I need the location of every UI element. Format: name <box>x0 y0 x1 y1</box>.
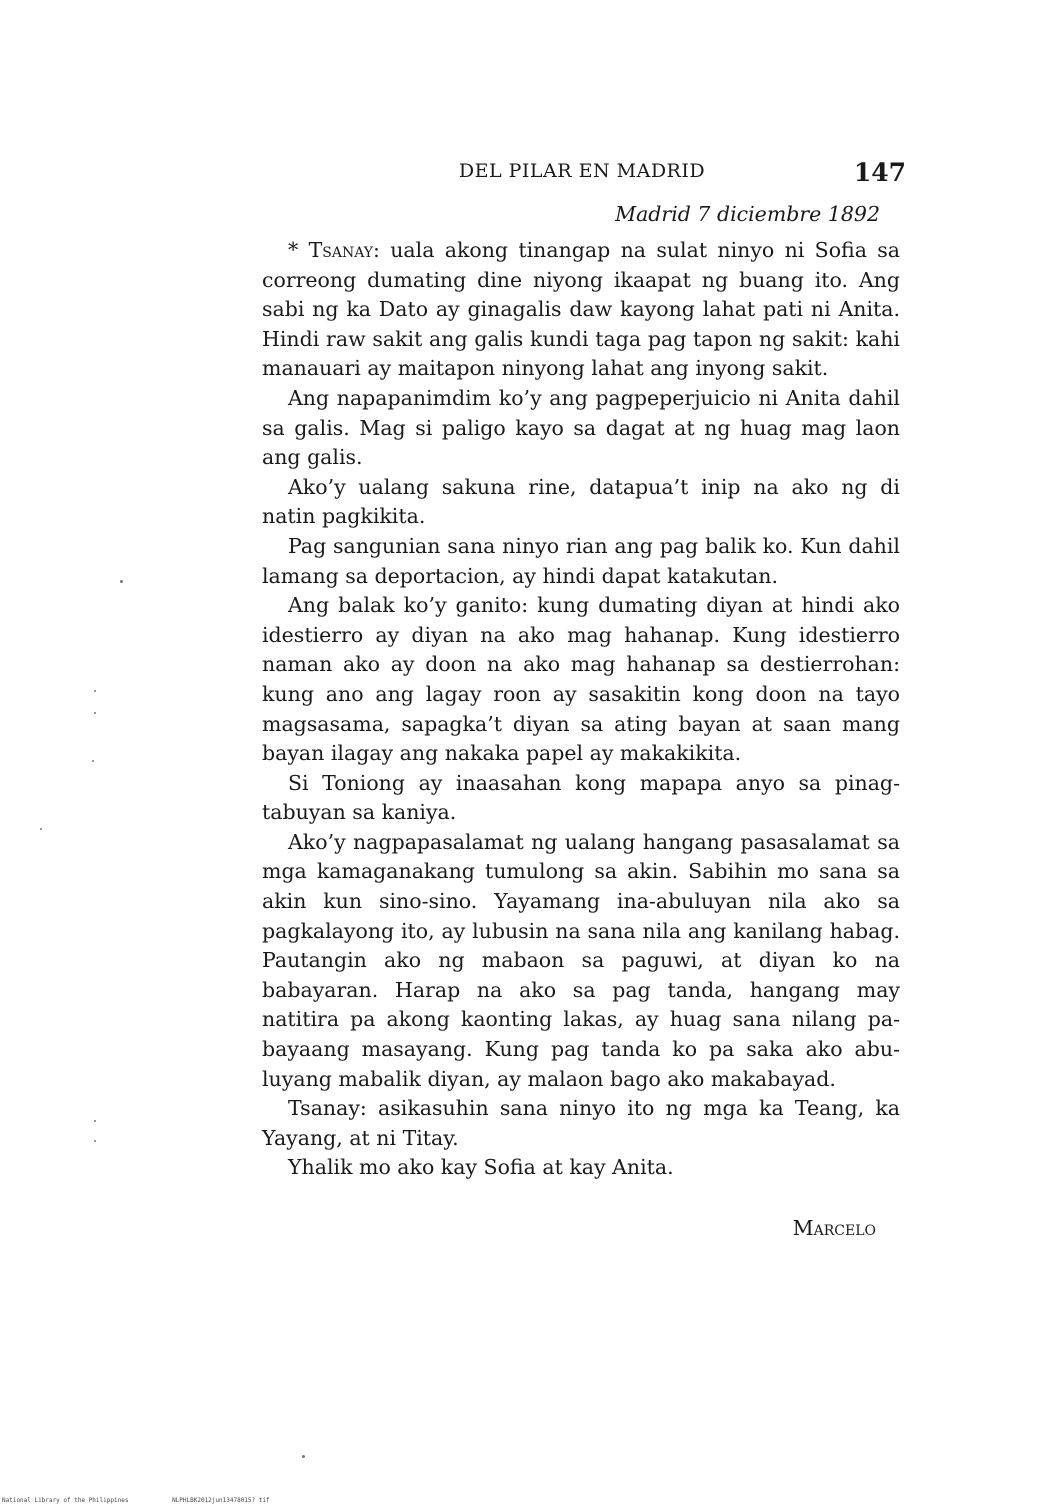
paragraph-6: Si Toniong ay inaasahan kong mapapa anyo sa pinagtabuyan sa kaniya. <box>262 770 900 825</box>
paragraph-8: Tsanay: asikasuhin sana ninyo ito ng mga ka Teang, ka Yayang, at ni Titay. <box>262 1096 900 1150</box>
salutation: Tsanay <box>308 238 373 262</box>
letter-dateline: Madrid 7 diciembre 1892 <box>615 202 880 226</box>
scan-speck <box>120 580 123 583</box>
scan-speck <box>94 690 96 692</box>
paragraph-9: Yhalik mo ako kay Sofia at kay Anita. <box>288 1155 674 1180</box>
paragraph-3: Ako’y ualang sakuna rine, datapua’t inip na ako ng di natin pagkikita. <box>262 474 900 529</box>
running-title: DEL PILAR EN MADRID <box>458 160 706 182</box>
library-credit: National Library of the Philippines <box>2 1497 129 1504</box>
scan-speck <box>94 712 96 714</box>
scan-identifier: NLPHLBK2012jun13478015? tif <box>172 1497 270 1504</box>
scan-speck <box>40 828 42 830</box>
scan-speck <box>302 1455 305 1458</box>
scan-speck <box>94 1140 96 1142</box>
paragraph-7: Ako’y nagpapasalamat ng ualang hangang pasasalamat sa mga kamaganakang tumulong sa akin. Sabihin mo sana sa akin kun sino-sino. Yayamang ina-abuluyan nila ako sa pagkalayong ito, ay lubusin na sana nila ang kanilang habag. Pautangin ako ng mabaon sa paguwi, at diyan ko na babayaran. Harap na ako sa pag tanda, hangang may natitira pa akong kaonting lakas, ay huag sana nilang pabayaang masayang. Kung pag tanda ko pa saka ako abuluyang mabalik diyan, ay malaon bago ako makabayad. <box>262 829 900 1091</box>
page-number: 147 <box>853 158 906 187</box>
paragraph-1 <box>262 236 900 384</box>
scan-footer <box>2 1497 310 1504</box>
footnote-asterisk: * <box>288 238 309 262</box>
scan-speck <box>92 760 94 762</box>
paragraph-2: Ang napapanimdim ko’y ang pagpeperjuicio ni Anita dahil sa galis. Mag si paligo kayo sa dagat at ng huag mag laon ang galis. <box>262 385 900 470</box>
paragraph-1-text: : uala akong tinangap na sulat ninyo ni Sofia sa correong dumating dine niyong ikaapat ng buang ito. Ang sabi ng ka Dato ay ginagalis daw kayong lahat pati ni Anita. Hindi raw sakit ang galis kundi taga pag tapon ng sakit: kahi manauari ay maitapon ninyong lahat ang inyong sakit. <box>262 238 900 381</box>
paragraph-5: Ang balak ko’y ganito: kung dumating diyan at hindi ako idestierro ay diyan na ako mag hahanap. Kung idestierro naman ako ay doon na ako mag hahanap sa destierrohan: kung ano ang lagay roon ay sasakitin kong doon na tayo magsasama, sapagka’t diyan sa ating bayan at saan mang bayan ilagay ang nakaka papel ay makakikita. <box>262 593 900 766</box>
signature: Marcelo <box>792 1216 876 1240</box>
letter-body <box>262 236 900 1183</box>
scan-speck <box>94 1120 96 1122</box>
paragraph-4: Pag sangunian sana ninyo rian ang pag balik ko. Kun dahil lamang sa deportacion, ay hindi dapat katakutan. <box>262 533 900 588</box>
running-header <box>262 158 906 194</box>
